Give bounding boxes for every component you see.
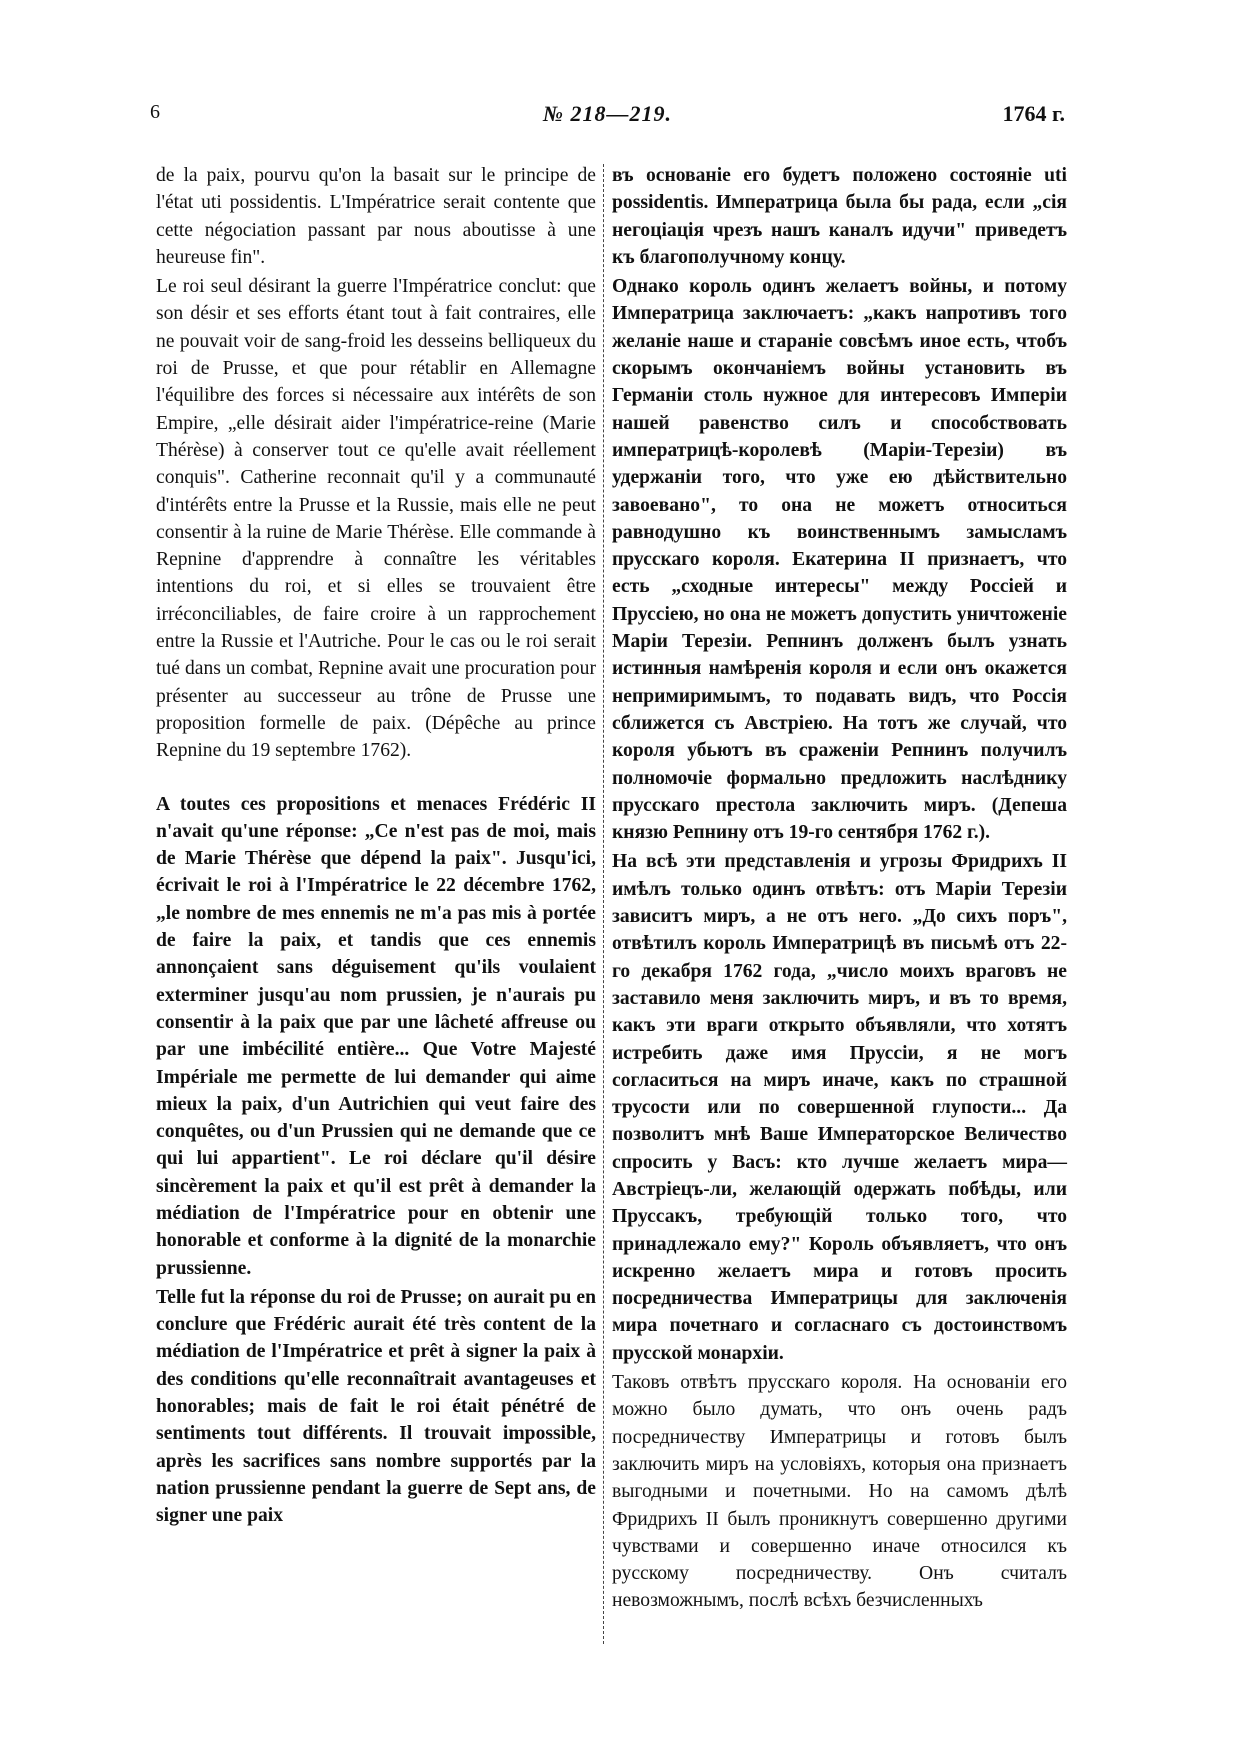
russian-paragraph-4: Таковъ отвѣтъ прусскаго короля. На основаніи его можно было думать, что онъ очень радъ посредничеству Императрицы и готовъ былъ заключить миръ на условіяхъ, которыя она признаетъ выгодными и почетными. Но на самомъ дѣлѣ Фридрихъ II былъ проникнутъ совершенно другими чувствами и совершенно иначе относился къ русскому посредничеству. Онъ считалъ невозможнымъ, послѣ всѣхъ безчисленныхъ (612, 1372, 1067, 1612)
russian-paragraph-3: На всѣ эти представленія и угрозы Фридрихъ II имѣлъ только одинъ отвѣтъ: отъ Маріи Терезіи зависитъ миръ, а не отъ него. „До сихъ поръ", отвѣтилъ король Императрицѣ въ письмѣ отъ 22-го декабря 1762 года, „число моихъ враговъ не заставило меня заключить миръ, и въ то время, какъ эти враги открыто объявляли, что хотятъ истребить даже имя Пруссіи, я не могъ согласиться на миръ иначе, какъ по страшной трусости или по совершенной глупости... Да позволитъ мнѣ Ваше Императорское Величество спросить у Васъ: кто лучше желаетъ мира—Австріецъ-ли, желающій одержать побѣды, или Пруссакъ, требующій только того, что принадлежало ему?" Король объявляетъ, что онъ искренно желаетъ мира и готовъ просить посредничества Императрицы для заключенія мира почетнаго и согласнаго съ достоинствомъ прусской монархіи. (612, 851, 1067, 1364)
french-column (156, 162, 596, 1530)
french-paragraph-3: A toutes ces propositions et menaces Frédéric II n'avait qu'une réponse: „Ce n'est pas de moi, mais de Marie Thérèse que dépend la paix". Jusqu'ici, écrivait le roi à l'Impératrice le 22 décembre 1762, „le nombre de mes ennemis ne m'a pas mis à portée de faire la paix, et tandis que ces ennemis annonçaient sans déguisement qu'ils voulaient exterminer jusqu'au nom prussien, je n'aurais pu consentir à la paix que par une lâcheté affreuse ou par une imbécilité entière... Que Votre Majesté Impériale me permette de lui demander qui aime mieux la paix, d'un Autrichien qui veut faire des conquêtes, ou d'un Prussien qui ne demande que ce qui lui appartient". Le roi déclare qu'il désire sincèrement la paix et qu'il est prêt à demander la médiation de l'Impératrice pour en obtenir une honorable et conforme à la dignité de la monarchie prussienne. (156, 793, 596, 1279)
page-number: 6 (150, 101, 160, 123)
document-numbers: № 218—219. (542, 101, 673, 126)
french-paragraph-2: Le roi seul désirant la guerre l'Impératrice conclut: que son désir et ses efforts étant tout à fait contraires, elle ne pouvait voir de sang-froid les desseins belliqueux du roi de Prusse, et que pour rétablir en Allemagne l'équilibre des forces si nécessaire aux intérêts de son Empire, „elle désirait aider l'impératrice-reine (Marie Thérèse) à conserver tout ce qu'elle avait réellement conquis". Catherine reconnait qu'il y a communauté d'intérêts entre la Prusse et la Russie, mais elle ne peut consentir à la ruine de Marie Thérèse. Elle commande à Repnine d'apprendre à connaître les véritables intentions du roi, et si elles se trouvaient être irréconciliables, de faire croire à un rapprochement entre la Russie et l'Autriche. Pour le cas ou le roi serait tué dans un combat, Repnine avait une procuration pour présenter au successeur au trône de Prusse une proposition formelle de paix. (Dépêche au prince Repnine du 19 septembre 1762). (156, 276, 596, 762)
russian-column (612, 162, 1067, 1615)
page-header (150, 101, 1065, 135)
french-paragraph-4: Telle fut la réponse du roi de Prusse; on aurait pu en conclure que Frédéric aurait été très content de la médiation de l'Impératrice et prêt à signer la paix à des conditions qu'elle reconnaîtrait avantageuses et honorables; mais de fait le roi était pénétré de sentiments tout différents. Il trouvait impossible, après les sacrifices sans nombre supportés par la nation prussienne pendant la guerre de Sept ans, de signer une paix (156, 1286, 596, 1527)
russian-paragraph-2: Однако король одинъ желаетъ войны, и потому Императрица заключаетъ: „какъ напротивъ того желаніе наше и стараніе совсѣмъ иное есть, чтобъ скорымъ окончаніемъ войны установить въ Германіи столь нужное для интересовъ Имперіи нашей равенство силъ и способствовать императрицѣ-королевѣ (Маріи-Терезіи) въ удержаніи того, что уже ею дѣйствительно завоевано", то она не можетъ относиться равнодушно къ воинственнымъ замысламъ прусскаго короля. Екатерина II признаетъ, что есть „сходные интересы" между Россіей и Пруссіею, но она не можетъ допустить уничтоженіе Маріи Терезіи. Репнинъ долженъ былъ узнать истинныя намѣренія короля и если онъ окажется непримиримымъ, то подавать видъ, что Россія сближется съ Австріею. На тотъ же случай, что короля убьютъ въ сраженіи Репнинъ получилъ полномочіе формально предложить наслѣднику прусскаго престола заключить миръ. (Депеша князю Репнину отъ 19-го сентября 1762 г.). (612, 276, 1067, 844)
year-label: 1764 г. (1002, 101, 1065, 126)
column-divider (603, 164, 604, 1644)
russian-paragraph-1: въ основаніе его будетъ положено состояніе uti possidentis. Императрица была бы рада, если „сія негоціація чрезъ нашъ каналъ идучи" приведетъ къ благополучному концу. (612, 165, 1067, 268)
french-paragraph-1: de la paix, pourvu qu'on la basait sur le principe de l'état uti possidentis. L'Impératrice serait contente que cette négociation passant par nous aboutisse à une heureuse fin". (156, 165, 596, 268)
